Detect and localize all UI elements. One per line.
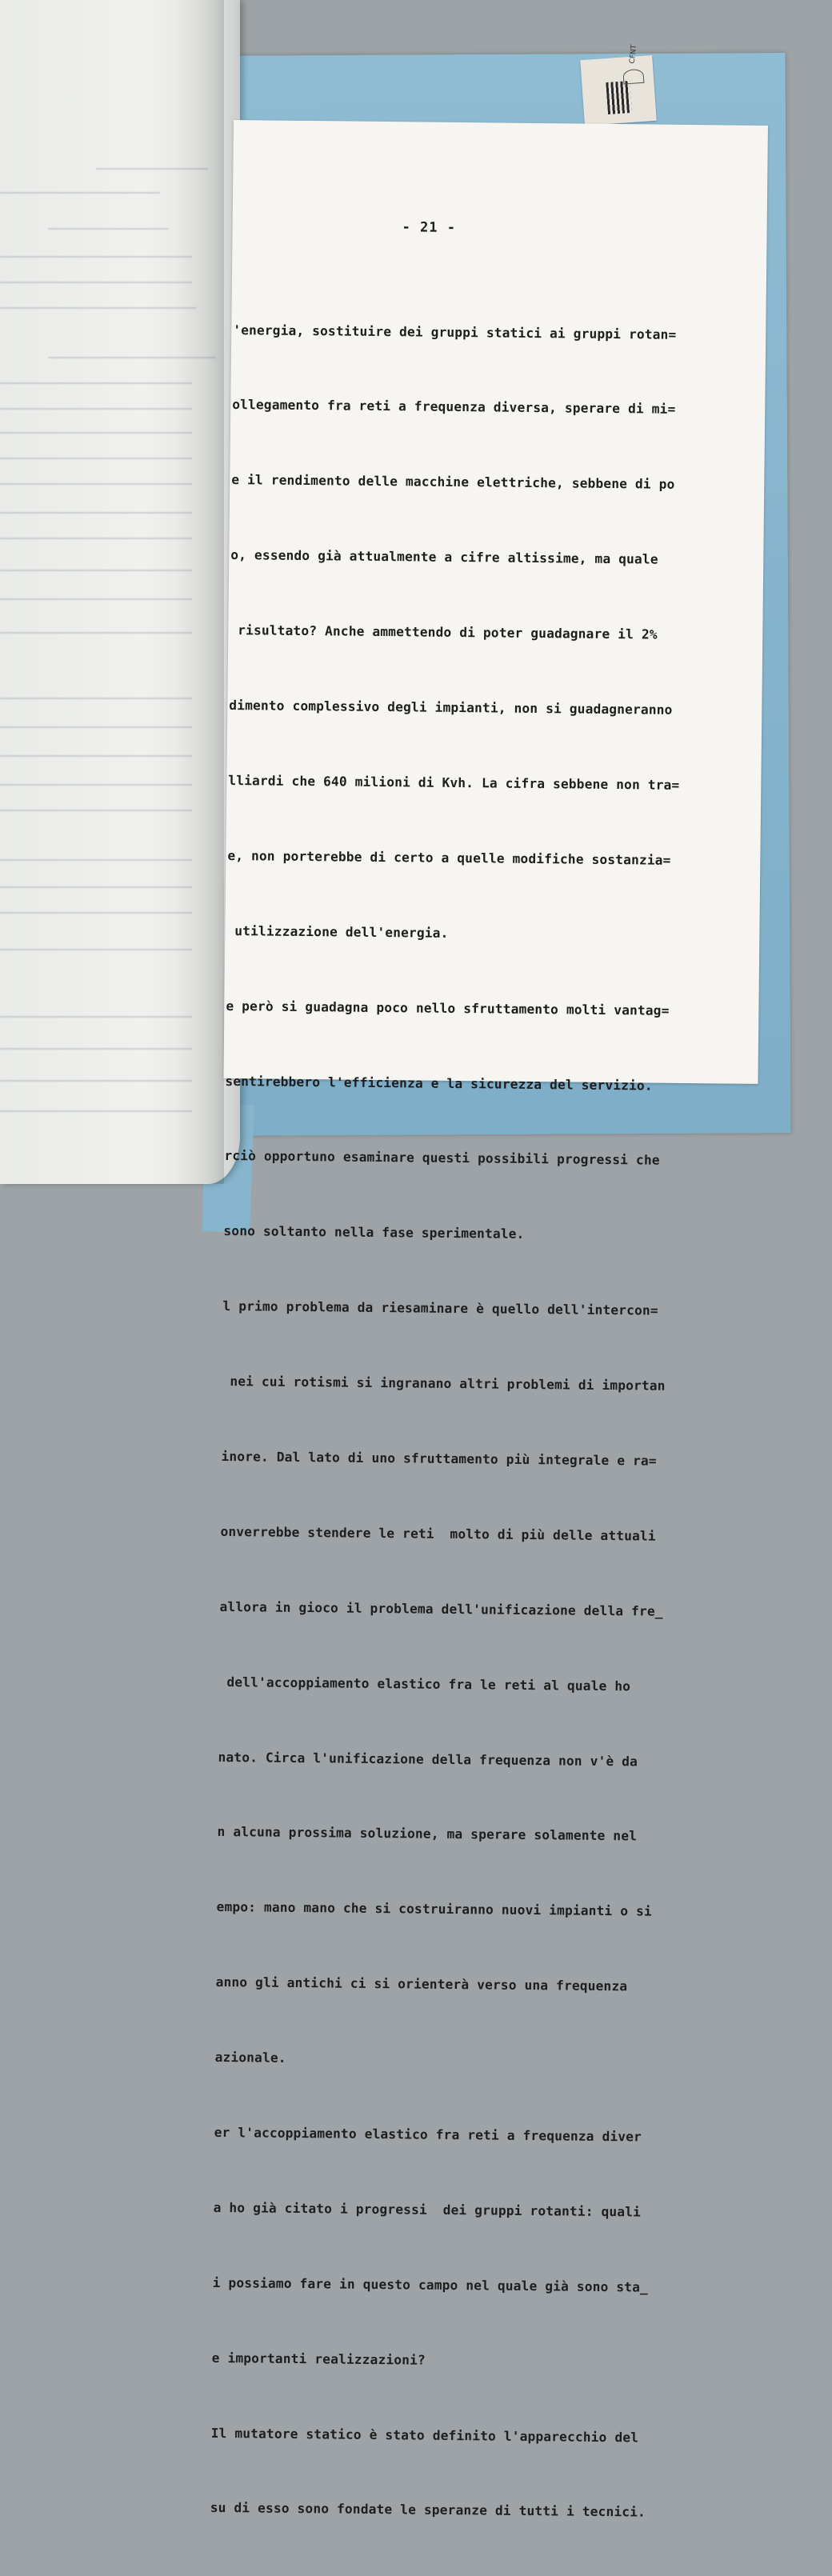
bleed-through-line <box>0 570 192 571</box>
typed-page <box>210 120 768 2520</box>
bleed-through-line <box>0 949 192 950</box>
bleed-through-line <box>48 228 168 230</box>
text-line: o, essendo già attualmente a cifre altissime, ma quale <box>230 547 658 567</box>
text-line: i possiamo fare in questo campo nel quale già sono sta_ <box>212 2274 649 2295</box>
archive-label-sticker <box>580 44 657 126</box>
text-line: nei cui rotismi si ingranano altri problemi di importan <box>222 1373 666 1394</box>
bleed-through-line <box>0 598 192 600</box>
bleed-through-line <box>0 810 192 811</box>
bleed-through-line <box>0 192 160 194</box>
bleed-through-line <box>0 1110 192 1112</box>
stamp-mark-icon <box>622 69 644 85</box>
text-line: e il rendimento delle macchine elettriche, sebbene di po <box>231 472 675 493</box>
bleed-through-line <box>0 912 192 914</box>
bleed-through-line <box>0 408 192 410</box>
bleed-through-line <box>0 632 192 634</box>
text-line: lliardi che 640 milioni di Kvh. La cifra sebbene non tra= <box>228 772 680 793</box>
text-line: n alcuna prossima soluzione, ma sperare solamente nel <box>217 1824 638 1844</box>
previous-page-reverse <box>0 0 240 1184</box>
text-line: l primo problema da riesaminare è quello dell'intercon= <box>222 1298 658 1318</box>
text-line: utilizzazione dell'energia. <box>226 922 449 941</box>
text-line: a ho già citato i progressi dei gruppi rotanti: quali <box>213 2199 642 2220</box>
text-line: allora in gioco il problema dell'unificazione della fre_ <box>219 1598 663 1619</box>
bleed-through-line <box>0 726 192 728</box>
text-line: azionale. <box>214 2049 286 2066</box>
bleed-through-line <box>0 698 192 699</box>
text-line: sono soltanto nella fase sperimentale. <box>223 1223 525 1242</box>
text-line: dell'accoppiamento elastico fra le reti al quale ho <box>218 1674 631 1694</box>
text-line: su di esso sono fondate le speranze di tutti i tecnici. <box>210 2500 646 2520</box>
bleed-through-line <box>0 483 192 485</box>
bleed-through-line <box>0 784 192 786</box>
text-line: 'energia, sostituire dei gruppi statici ai gruppi rotan= <box>233 322 677 342</box>
bleed-through-line <box>0 859 192 861</box>
text-line: risultato? Anche ammettendo di poter guadagnare il 2% <box>230 622 658 642</box>
text-line: inore. Dal lato di uno sfruttamento più integrale e ra= <box>221 1448 657 1469</box>
text-line: anno gli antichi ci si orienterà verso una frequenza <box>215 1974 628 1994</box>
text-line: e, non porterebbe di certo a quelle modifiche sostanzia= <box>227 847 671 868</box>
text-line: e importanti realizzazioni? <box>211 2350 426 2368</box>
bleed-through-line <box>0 1016 192 1018</box>
text-line: onverrebbe stendere le reti molto di più delle attuali <box>220 1523 656 1544</box>
text-line: e però si guadagna poco nello sfruttamento molti vantag= <box>226 998 670 1018</box>
text-line: sentirebbero l'efficienza e la sicurezza del servizio. <box>225 1073 653 1094</box>
text-line: Il mutatore statico è stato definito l'apparecchio del <box>210 2425 639 2445</box>
bleed-through-line <box>0 755 192 757</box>
sticker-tag-text: CFNT <box>628 44 639 65</box>
bleed-through-line <box>0 432 192 434</box>
bleed-through-line <box>0 307 196 309</box>
bleed-through-line <box>0 1048 192 1050</box>
page-number: - 21 - <box>402 219 457 236</box>
page-curl-shadow <box>176 0 224 1184</box>
bleed-through-line <box>0 1080 192 1082</box>
bleed-through-line <box>0 458 192 459</box>
typed-text-block <box>210 267 746 2576</box>
bleed-through-line <box>0 538 192 539</box>
text-line: rciò opportuno esaminare questi possibili progressi che <box>224 1148 660 1169</box>
text-line: nato. Circa l'unificazione della frequenza non v'è da <box>218 1749 638 1769</box>
bleed-through-line <box>0 886 192 888</box>
text-line: empo: mano mano che si costruiranno nuovi impianti o si <box>216 1899 652 1919</box>
bleed-through-line <box>0 382 192 384</box>
text-line: ollegamento fra reti a frequenza diversa, sperare di mi= <box>232 397 676 418</box>
bleed-through-line <box>0 512 192 514</box>
text-line: dimento complessivo degli impianti, non si guadagneranno <box>229 698 673 718</box>
barcode-icon <box>606 81 632 114</box>
text-line: er l'accoppiamento elastico fra reti a frequenza diver <box>214 2124 642 2145</box>
bleed-through-line <box>0 256 192 258</box>
bleed-through-line <box>0 282 192 283</box>
